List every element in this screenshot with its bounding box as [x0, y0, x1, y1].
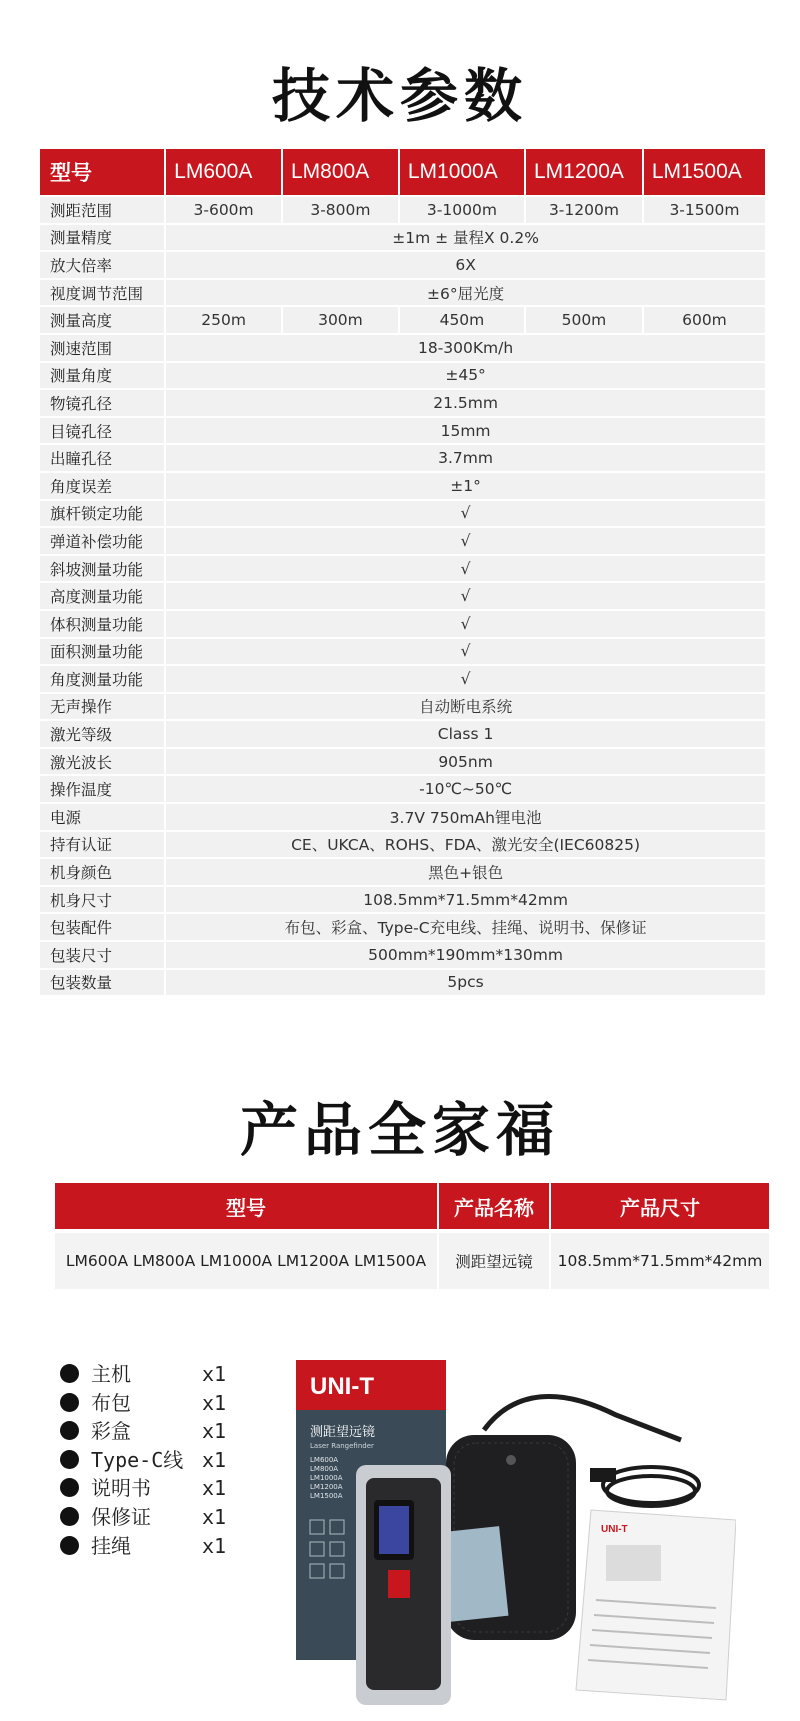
model-header-cell: LM800A: [283, 149, 398, 195]
spec-row: [40, 197, 765, 223]
bullet-icon: [60, 1507, 79, 1526]
spec-value: ±6°屈光度: [166, 280, 765, 306]
accessory-item: [60, 1360, 227, 1389]
model-header-cell: LM1200A: [526, 149, 642, 195]
accessory-item: [60, 1474, 227, 1503]
spec-value: 905nm: [166, 749, 765, 775]
family-product-size: 108.5mm*71.5mm*42mm: [551, 1233, 769, 1289]
lanyard: [484, 1396, 681, 1440]
bullet-icon: [60, 1536, 79, 1555]
spec-row: [40, 225, 765, 251]
box-brand: UNI-T: [310, 1373, 374, 1400]
spec-label: 包装数量: [40, 970, 164, 996]
spec-row: [40, 859, 765, 885]
bullet-icon: [60, 1421, 79, 1440]
spec-row: [40, 639, 765, 665]
box-model-label: LM600A: [310, 1456, 339, 1464]
spec-value: CE、UKCA、ROHS、FDA、激光安全(IEC60825): [166, 832, 765, 858]
box-subtitle: Laser Rangefinder: [310, 1442, 374, 1450]
accessory-list: [60, 1360, 227, 1560]
spec-value: √: [166, 556, 765, 582]
spec-label: 测量精度: [40, 225, 164, 251]
accessory-qty: x1: [202, 1447, 227, 1472]
spec-label: 角度误差: [40, 473, 164, 499]
family-table: [53, 1183, 771, 1289]
spec-value: √: [166, 528, 765, 554]
spec-value: 3-1000m: [400, 197, 524, 223]
spec-value: √: [166, 639, 765, 665]
spec-label: 物镜孔径: [40, 390, 164, 416]
spec-value: 600m: [644, 307, 765, 333]
spec-value: ±45°: [166, 363, 765, 389]
model-header-cell: LM1000A: [400, 149, 524, 195]
spec-row: [40, 528, 765, 554]
accessory-qty: x1: [202, 1476, 227, 1501]
spec-label: 测量高度: [40, 307, 164, 333]
accessory-qty: x1: [202, 1504, 227, 1529]
manual-brand: UNI-T: [601, 1524, 628, 1535]
accessory-qty: x1: [202, 1533, 227, 1558]
spec-value: √: [166, 611, 765, 637]
spec-value: 6X: [166, 252, 765, 278]
spec-label: 测距范围: [40, 197, 164, 223]
box-model-label: LM1000A: [310, 1474, 343, 1482]
spec-label: 高度测量功能: [40, 583, 164, 609]
usb-cable: [592, 1467, 699, 1506]
spec-value: 3-800m: [283, 197, 398, 223]
spec-value: 500m: [526, 307, 642, 333]
bullet-icon: [60, 1478, 79, 1497]
spec-label: 机身颜色: [40, 859, 164, 885]
accessory-name: Type-C线: [91, 1447, 184, 1472]
spec-row: [40, 804, 765, 830]
spec-row: [40, 749, 765, 775]
spec-value: 300m: [283, 307, 398, 333]
accessory-name: 说明书: [91, 1476, 151, 1501]
spec-row: [40, 721, 765, 747]
spec-value: 3-1500m: [644, 197, 765, 223]
spec-section-title: 技术参数: [271, 62, 528, 130]
spec-row: [40, 501, 765, 527]
spec-value: 自动断电系统: [166, 694, 765, 720]
rangefinder-device: [356, 1465, 451, 1705]
spec-value: 21.5mm: [166, 390, 765, 416]
spec-label: 测速范围: [40, 335, 164, 361]
spec-row: [40, 335, 765, 361]
spec-value: 18-300Km/h: [166, 335, 765, 361]
accessory-name: 主机: [91, 1362, 131, 1386]
spec-label: 激光等级: [40, 721, 164, 747]
spec-row: [40, 363, 765, 389]
spec-label: 面积测量功能: [40, 639, 164, 665]
spec-label: 斜坡测量功能: [40, 556, 164, 582]
spec-value: 15mm: [166, 418, 765, 444]
family-header-name: 产品名称: [439, 1183, 549, 1229]
accessory-qty: x1: [202, 1390, 227, 1415]
bullet-icon: [60, 1364, 79, 1383]
spec-row: [40, 252, 765, 278]
spec-value: 3.7V 750mAh锂电池: [166, 804, 765, 830]
accessory-name: 布包: [91, 1390, 131, 1415]
spec-value: 250m: [166, 307, 281, 333]
spec-label: 弹道补偿功能: [40, 528, 164, 554]
spec-label: 无声操作: [40, 694, 164, 720]
accessory-qty: x1: [202, 1419, 227, 1444]
accessory-item: [60, 1503, 227, 1532]
accessory-item: [60, 1389, 227, 1418]
product-photo: [296, 1360, 736, 1710]
spec-row: [40, 832, 765, 858]
model-header-label: 型号: [40, 149, 164, 195]
spec-value: ±1m ± 量程X 0.2%: [166, 225, 765, 251]
spec-label: 激光波长: [40, 749, 164, 775]
spec-table: [38, 147, 767, 997]
family-header-row: [55, 1183, 769, 1229]
spec-value: -10℃~50℃: [166, 776, 765, 802]
spec-value: ±1°: [166, 473, 765, 499]
spec-value: √: [166, 501, 765, 527]
spec-label: 包装配件: [40, 914, 164, 940]
spec-value: 108.5mm*71.5mm*42mm: [166, 887, 765, 913]
spec-label: 角度测量功能: [40, 666, 164, 692]
spec-value: 3-600m: [166, 197, 281, 223]
box-model-label: LM800A: [310, 1465, 339, 1473]
accessory-item: [60, 1532, 227, 1561]
spec-label: 机身尺寸: [40, 887, 164, 913]
spec-label: 电源: [40, 804, 164, 830]
spec-row: [40, 473, 765, 499]
family-models: LM600A LM800A LM1000A LM1200A LM1500A: [55, 1233, 437, 1289]
spec-value: 500mm*190mm*130mm: [166, 942, 765, 968]
spec-row: [40, 887, 765, 913]
spec-row: [40, 307, 765, 333]
spec-label: 持有认证: [40, 832, 164, 858]
spec-row: [40, 445, 765, 471]
spec-label: 放大倍率: [40, 252, 164, 278]
family-row: [55, 1233, 769, 1289]
spec-value: 布包、彩盒、Type-C充电线、挂绳、说明书、保修证: [166, 914, 765, 940]
spec-value: 3.7mm: [166, 445, 765, 471]
bullet-icon: [60, 1393, 79, 1412]
spec-value: 黑色+银色: [166, 859, 765, 885]
spec-table-body: [40, 197, 765, 995]
spec-label: 目镜孔径: [40, 418, 164, 444]
spec-row: [40, 776, 765, 802]
spec-row: [40, 583, 765, 609]
spec-value: √: [166, 666, 765, 692]
spec-row: [40, 694, 765, 720]
spec-label: 测量角度: [40, 363, 164, 389]
family-section-title: 产品全家福: [239, 1096, 560, 1164]
bullet-icon: [60, 1450, 79, 1469]
family-product-name: 测距望远镜: [439, 1233, 549, 1289]
accessory-name: 彩盒: [91, 1419, 131, 1444]
spec-row: [40, 666, 765, 692]
family-header-size: 产品尺寸: [551, 1183, 769, 1229]
spec-label: 操作温度: [40, 776, 164, 802]
box-model-label: LM1500A: [310, 1492, 343, 1500]
spec-row: [40, 914, 765, 940]
family-header-model: 型号: [55, 1183, 437, 1229]
accessory-name: 挂绳: [91, 1533, 131, 1558]
spec-value: √: [166, 583, 765, 609]
spec-value: 3-1200m: [526, 197, 642, 223]
accessory-qty: x1: [202, 1362, 227, 1386]
accessory-name: 保修证: [91, 1504, 151, 1529]
model-header-cell: LM600A: [166, 149, 281, 195]
spec-value: Class 1: [166, 721, 765, 747]
spec-value: 450m: [400, 307, 524, 333]
box-title: 测距望远镜: [310, 1425, 376, 1440]
accessory-item: [60, 1417, 227, 1446]
spec-label: 出瞳孔径: [40, 445, 164, 471]
accessory-item: [60, 1446, 227, 1475]
box-model-label: LM1200A: [310, 1483, 343, 1491]
spec-row: [40, 556, 765, 582]
spec-label: 体积测量功能: [40, 611, 164, 637]
model-header-cell: LM1500A: [644, 149, 765, 195]
spec-row: [40, 280, 765, 306]
spec-row: [40, 942, 765, 968]
spec-row: [40, 611, 765, 637]
spec-row: [40, 390, 765, 416]
spec-value: 5pcs: [166, 970, 765, 996]
spec-label: 包装尺寸: [40, 942, 164, 968]
spec-label: 视度调节范围: [40, 280, 164, 306]
spec-label: 旗杆锁定功能: [40, 501, 164, 527]
spec-row: [40, 418, 765, 444]
spec-row: [40, 970, 765, 996]
user-manual: [576, 1510, 736, 1700]
spec-header-row: [40, 149, 765, 195]
